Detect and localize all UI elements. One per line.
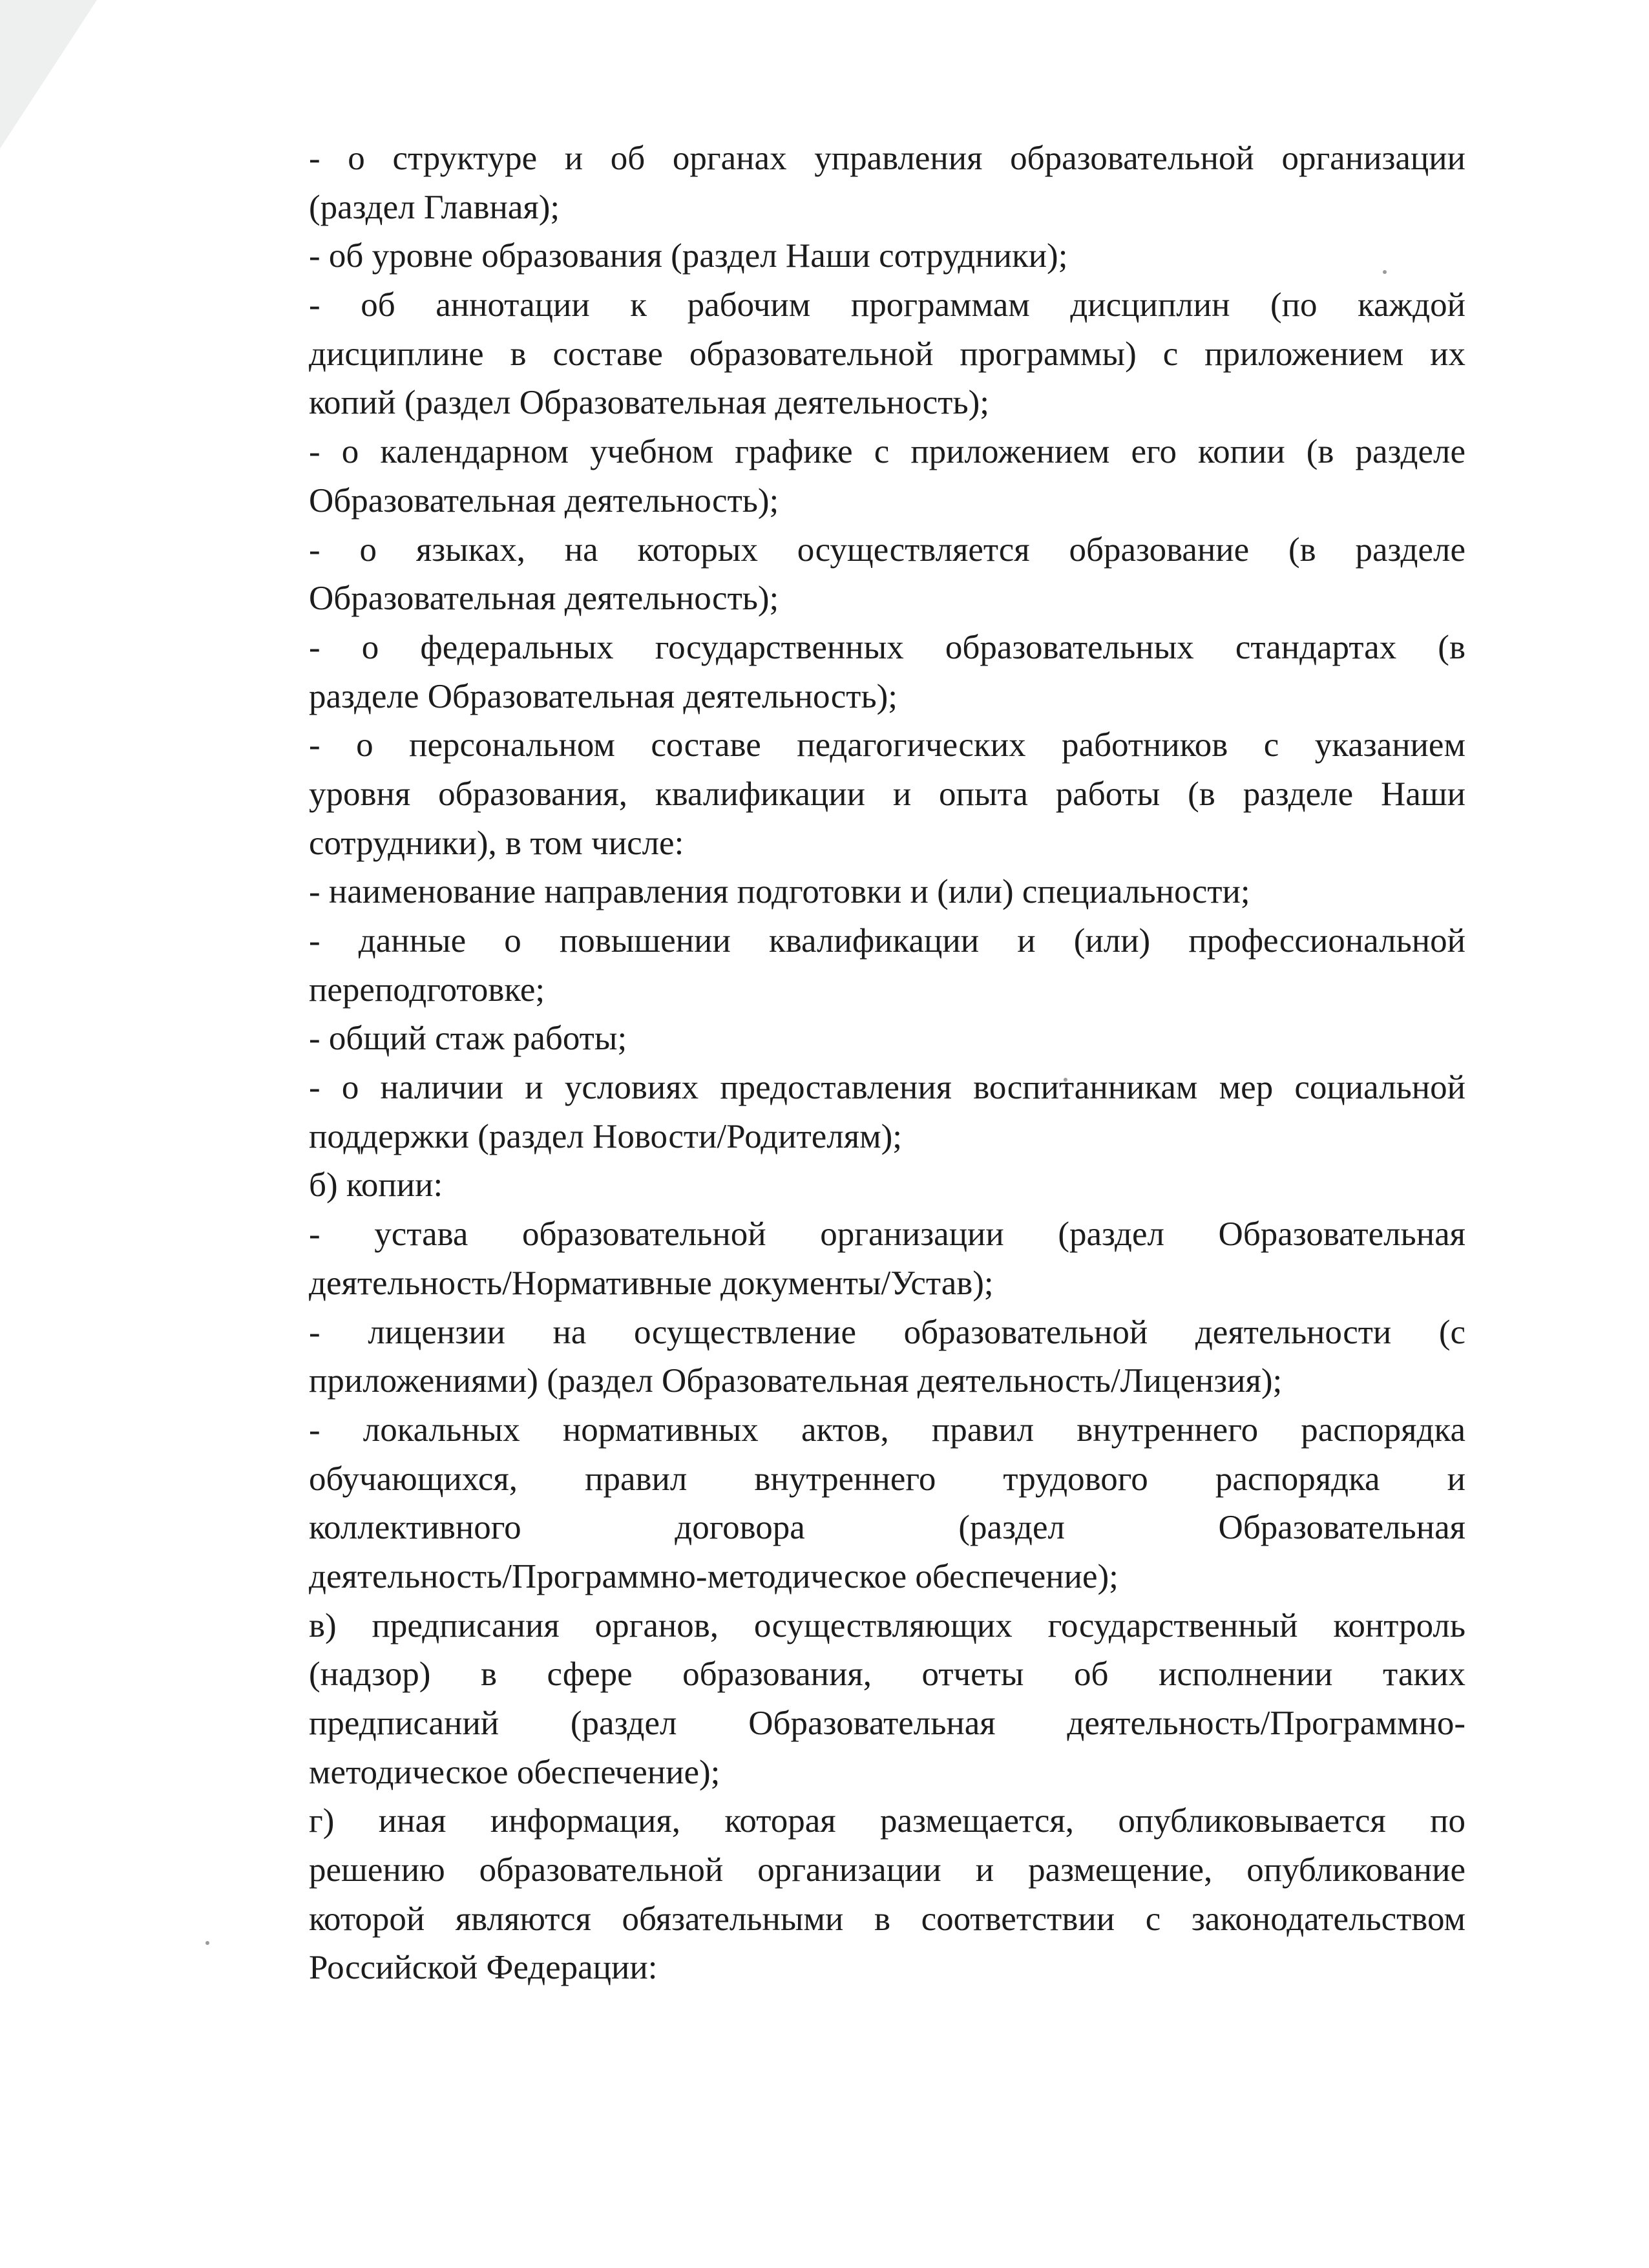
text-line: - о структуре и об органах управления образовательной организации <box>309 140 1465 177</box>
scan-shadow-corner <box>0 0 97 149</box>
text-line: коллективного договора (раздел Образовательная <box>309 1509 1465 1547</box>
text-line: - о персональном составе педагогических работников с указанием <box>309 726 1465 764</box>
text-line: сотрудники), в том числе: <box>309 824 684 862</box>
text-line: решению образовательной организации и размещение, опубликование <box>309 1851 1465 1889</box>
text-line: методическое обеспечение); <box>309 1753 720 1791</box>
text-line: - устава образовательной организации (раздел Образовательная <box>309 1215 1465 1254</box>
text-line: - об уровне образования (раздел Наши сотрудники); <box>309 237 1068 275</box>
document-body <box>309 134 1465 1993</box>
text-line: уровня образования, квалификации и опыта работы (в разделе Наши <box>309 775 1465 813</box>
text-line: - об аннотации к рабочим программам дисциплин (по каждой <box>309 286 1465 324</box>
text-line: - о наличии и условиях предоставления воспитанникам мер социальной <box>309 1069 1465 1107</box>
text-line: копий (раздел Образовательная деятельность); <box>309 384 990 422</box>
text-line: - данные о повышении квалификации и (или) профессиональной <box>309 922 1465 960</box>
text-line: - о языках, на которых осуществляется образование (в разделе <box>309 530 1465 569</box>
text-line: (раздел Главная); <box>309 188 560 226</box>
text-line: которой являются обязательными в соответствии с законодательством <box>309 1900 1465 1938</box>
text-line: - наименование направления подготовки и (или) специальности; <box>309 873 1250 911</box>
text-line: разделе Образовательная деятельность); <box>309 677 898 715</box>
text-line: предписаний (раздел Образовательная деятельность/Программно- <box>309 1705 1465 1742</box>
text-line: в) предписания органов, осуществляющих государственный контроль <box>309 1606 1465 1644</box>
text-line: - лицензии на осуществление образовательной деятельности (с <box>309 1313 1465 1351</box>
text-line: поддержки (раздел Новости/Родителям); <box>309 1117 903 1155</box>
text-line: Российской Федерации: <box>309 1949 658 1987</box>
text-line: Образовательная деятельность); <box>309 481 779 520</box>
text-line: дисциплине в составе образовательной программы) с приложением их <box>309 335 1465 373</box>
text-line: - общий стаж работы; <box>309 1020 627 1058</box>
text-line: - локальных нормативных актов, правил внутреннего распорядка <box>309 1411 1465 1449</box>
text-line: переподготовке; <box>309 971 545 1009</box>
text-line: - о федеральных государственных образовательных стандартах (в <box>309 628 1465 666</box>
text-line: деятельность/Программно-методическое обеспечение); <box>309 1557 1119 1595</box>
text-line: г) иная информация, которая размещается, опубликовывается по <box>309 1802 1465 1840</box>
text-line: Образовательная деятельность); <box>309 580 779 618</box>
text-line: (надзор) в сфере образования, отчеты об исполнении таких <box>309 1655 1465 1694</box>
text-line: б) копии: <box>309 1166 443 1204</box>
text-line: деятельность/Нормативные документы/Устав); <box>309 1264 994 1302</box>
text-line: обучающихся, правил внутреннего трудового распорядка и <box>309 1460 1465 1498</box>
text-line: - о календарном учебном графике с приложением его копии (в разделе <box>309 433 1465 471</box>
text-line: приложениями) (раздел Образовательная деятельность/Лицензия); <box>309 1362 1283 1400</box>
scan-speck <box>205 1941 209 1945</box>
